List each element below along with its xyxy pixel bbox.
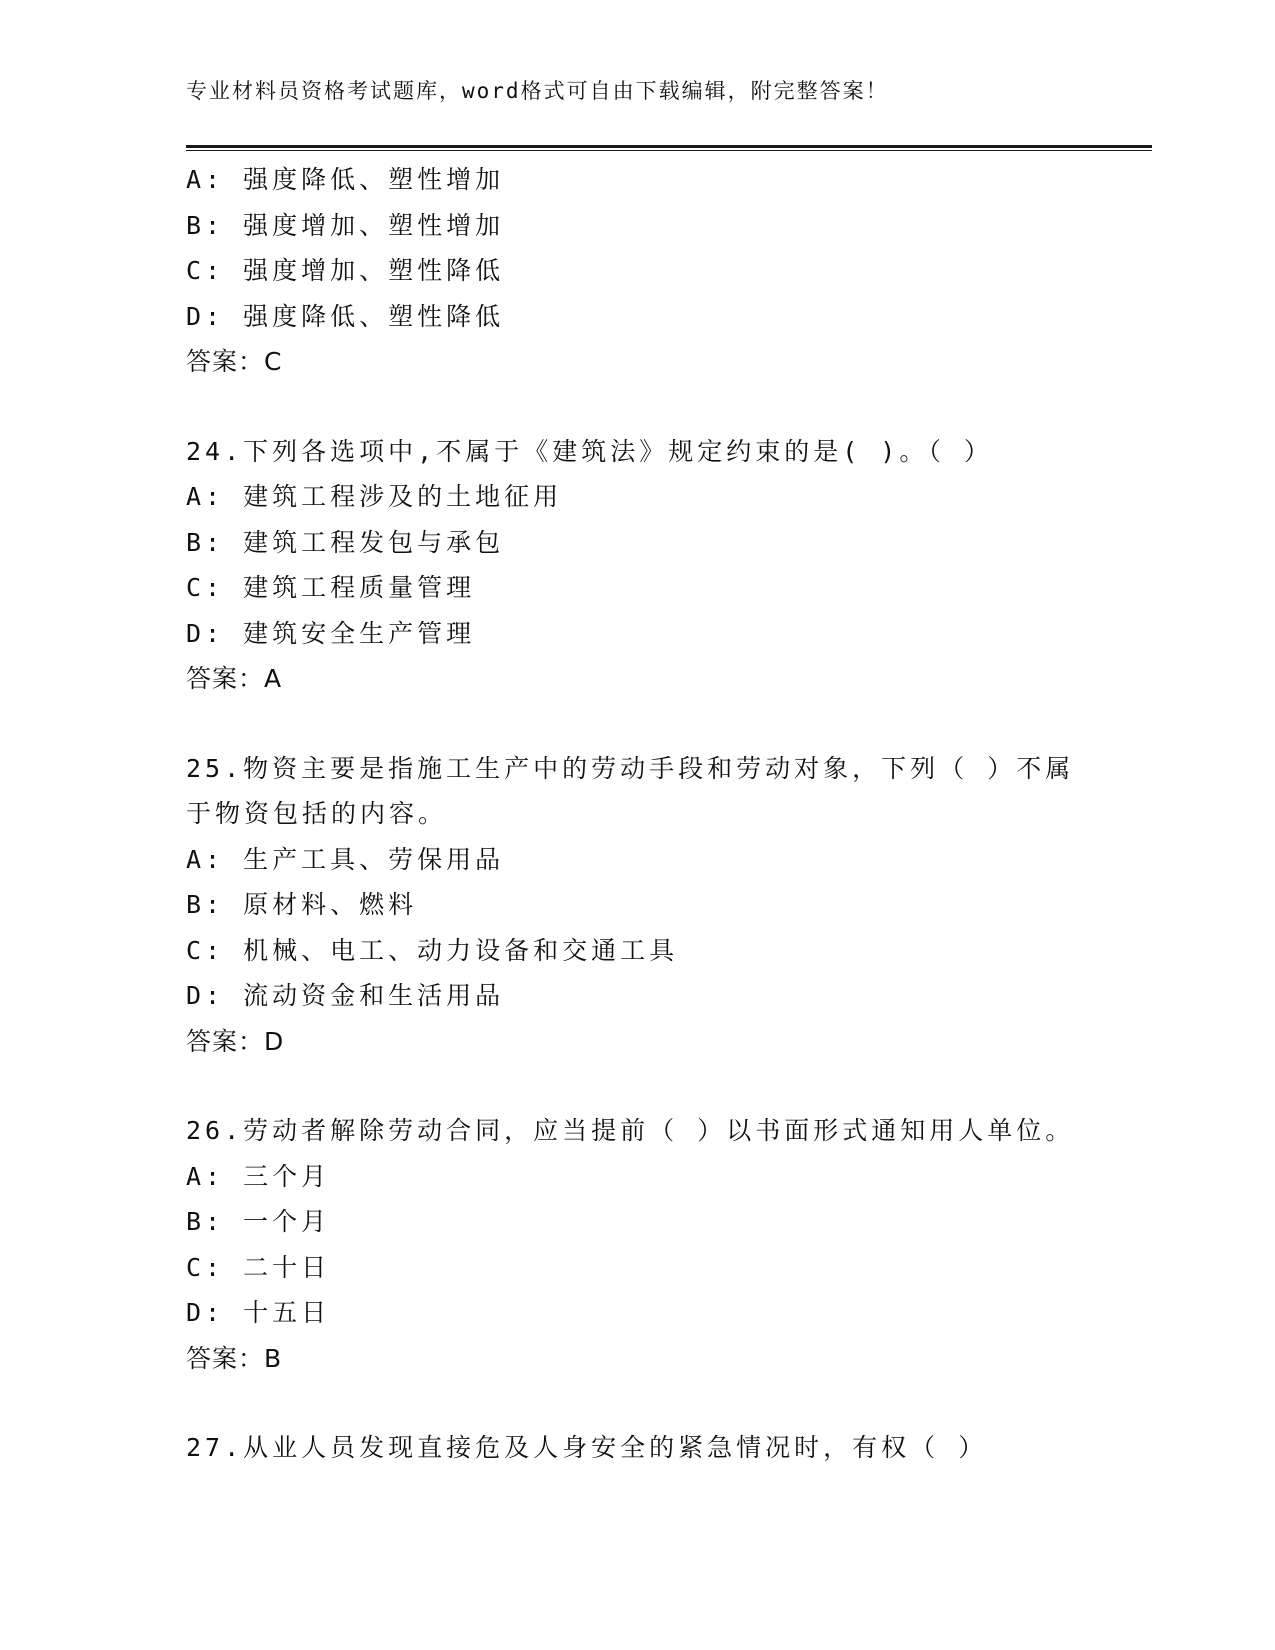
option-line: C: 强度增加、塑性降低	[186, 256, 505, 285]
question-stem: 27.从业人员发现直接危及人身安全的紧急情况时，有权（ ）	[186, 1433, 988, 1462]
question-stem: 25.物资主要是指施工生产中的劳动手段和劳动对象，下列（ ）不属	[186, 753, 1075, 783]
question-stem: 26.劳动者解除劳动合同，应当提前（ ）以书面形式通知用人单位。	[186, 1116, 1075, 1145]
question-stem: 于物资包括的内容。	[186, 799, 448, 828]
option-line: D: 强度降低、塑性降低	[186, 301, 505, 331]
option-line: C: 建筑工程质量管理	[186, 573, 476, 602]
option-line: B: 强度增加、塑性增加	[186, 210, 505, 240]
question-spacer	[186, 1381, 1086, 1425]
option-line: D: 流动资金和生活用品	[186, 981, 505, 1010]
answer-line: 答案：B	[186, 1343, 283, 1373]
option-line: D: 建筑安全生产管理	[186, 618, 476, 648]
header-rule-thick	[186, 145, 1152, 148]
page-header: 专业材料员资格考试题库，word格式可自由下载编辑，附完整答案！	[186, 79, 889, 103]
question-spacer	[186, 1064, 1086, 1108]
option-line: A: 强度降低、塑性增加	[186, 165, 505, 194]
answer-line: 答案：D	[186, 1026, 285, 1056]
option-line: A: 建筑工程涉及的土地征用	[186, 482, 563, 511]
option-line: C: 机械、电工、动力设备和交通工具	[186, 935, 679, 965]
answer-line: 答案：A	[186, 664, 283, 693]
option-line: C: 二十日	[186, 1252, 331, 1282]
answer-line: 答案：C	[186, 347, 283, 376]
header-rule-thin	[186, 150, 1152, 151]
question-list	[186, 157, 1086, 1471]
question-spacer	[186, 385, 1086, 429]
option-line: B: 建筑工程发包与承包	[186, 527, 505, 557]
question-stem: 24.下列各选项中,不属于《建筑法》规定约束的是( )。（ ）	[186, 436, 993, 466]
option-line: A: 生产工具、劳保用品	[186, 844, 505, 874]
question-spacer	[186, 702, 1086, 746]
option-line: D: 十五日	[186, 1298, 331, 1327]
option-line: B: 一个月	[186, 1207, 331, 1236]
option-line: B: 原材料、燃料	[186, 890, 418, 919]
option-line: A: 三个月	[186, 1161, 331, 1191]
